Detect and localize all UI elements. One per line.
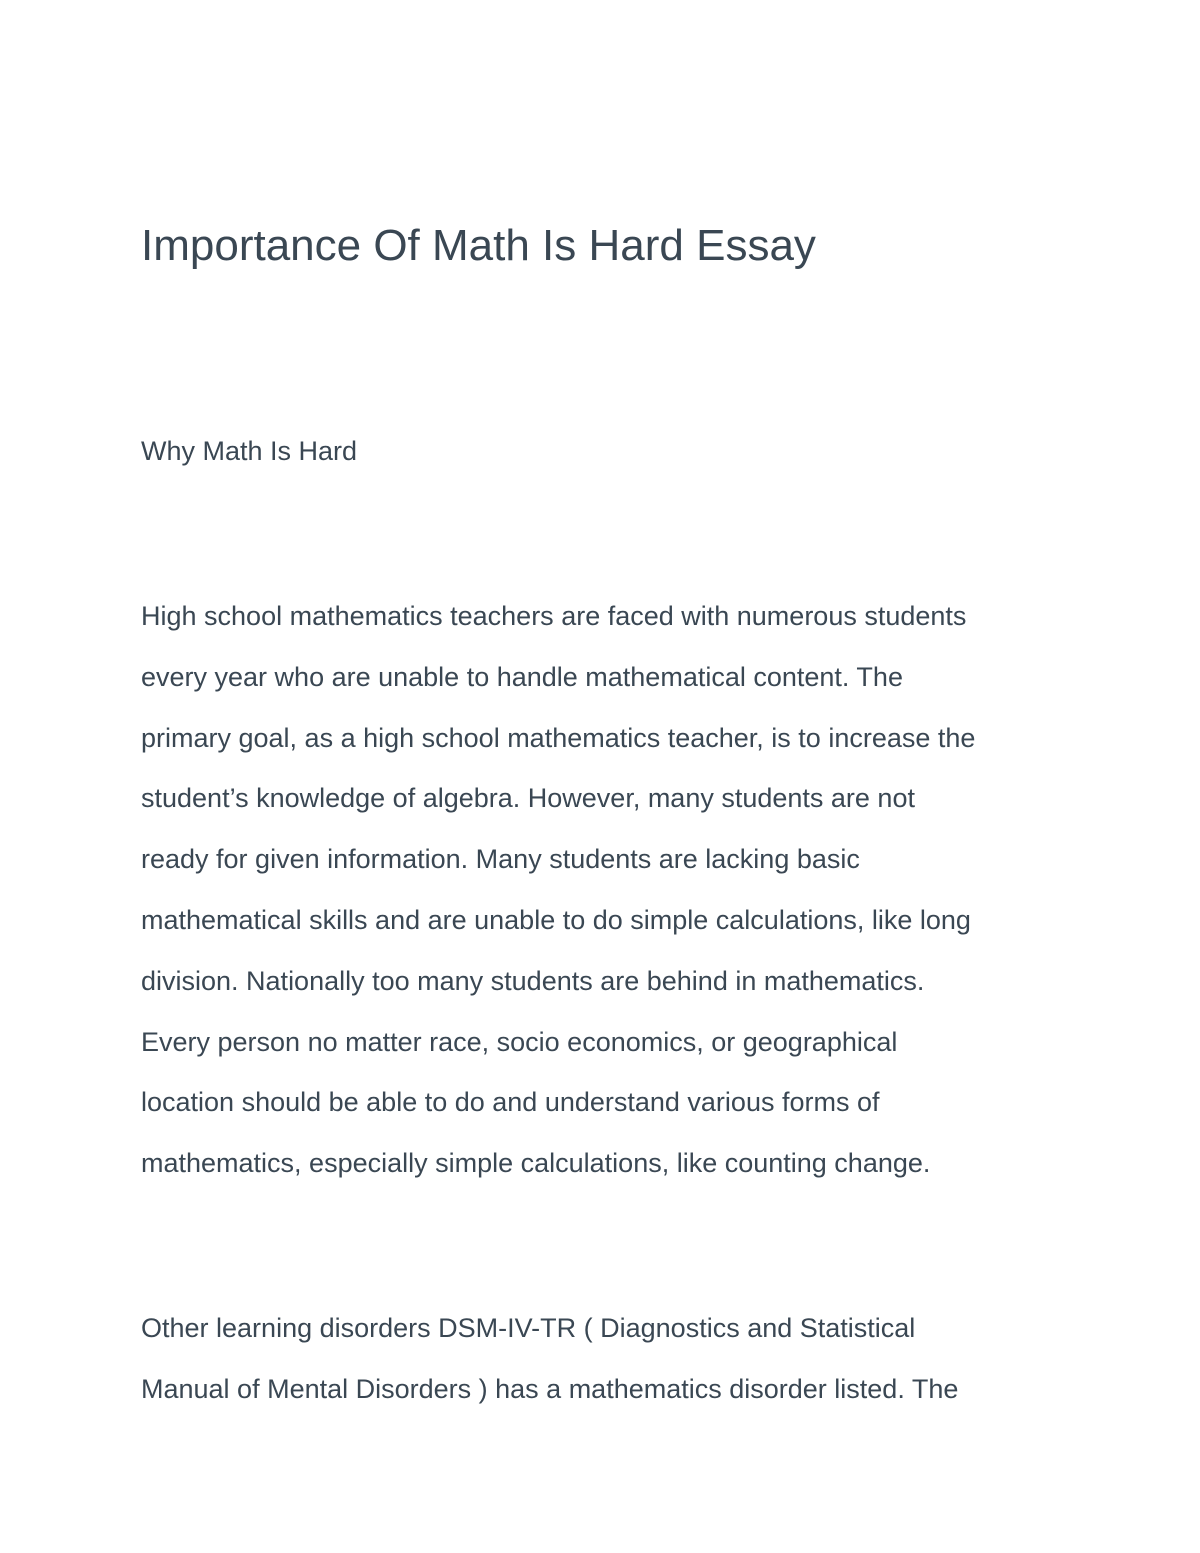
paragraph-line: Manual of Mental Disorders ) has a mathematics disorder listed. The	[141, 1373, 959, 1404]
paragraph-line: High school mathematics teachers are faced with numerous students	[141, 601, 967, 631]
paragraph-line: Every person no matter race, socio economics, or geographical	[141, 1026, 898, 1057]
paragraph-2	[141, 1310, 958, 1432]
paragraph-line: Other learning disorders DSM-IV-TR ( Diagnostics and Statistical	[141, 1313, 916, 1343]
paragraph-line: ready for given information. Many students are lacking basic	[141, 844, 860, 875]
paragraph-line: division. Nationally too many students are behind in mathematics.	[141, 965, 925, 996]
paragraph-1	[141, 598, 975, 1206]
section-heading: Why Math Is Hard	[141, 436, 358, 466]
paragraph-line: mathematical skills and are unable to do simple calculations, like long	[141, 904, 971, 935]
paragraph-line: mathematics, especially simple calculations, like counting change.	[141, 1148, 931, 1179]
paragraph-line: location should be able to do and understand various forms of	[141, 1087, 880, 1118]
paragraph-line: student’s knowledge of algebra. However, many students are not	[141, 783, 915, 814]
document-title: Importance Of Math Is Hard Essay	[141, 221, 816, 270]
paragraph-line: primary goal, as a high school mathematics teacher, is to increase the	[141, 722, 976, 753]
paragraph-line: every year who are unable to handle mathematical content. The	[141, 661, 903, 692]
